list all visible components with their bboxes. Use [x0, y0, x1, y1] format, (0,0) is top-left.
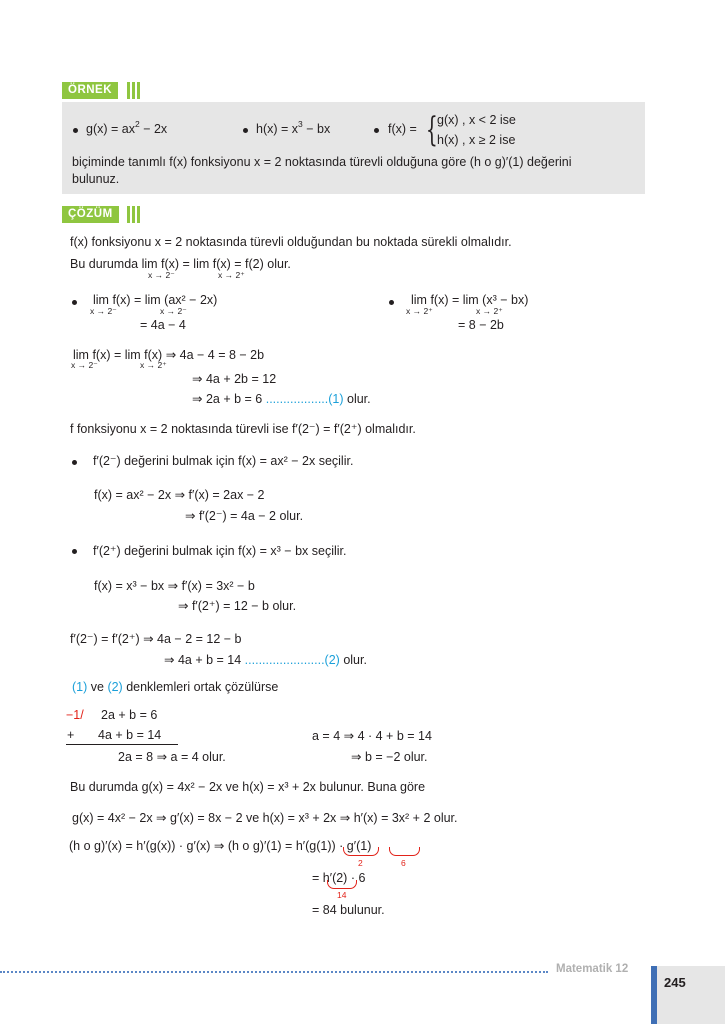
question-line-2: bulunuz. — [72, 172, 120, 186]
final-line-3: = h′(2) · 6 — [312, 871, 366, 885]
system-row-2: 4a + b = 14 — [98, 728, 162, 742]
right-limit-line-1: lim f(x) = lim (x³ − bx) — [411, 293, 529, 307]
limit-subscript: x → 2⁻ — [71, 360, 98, 370]
piecewise-case-2: h(x) , x ≥ 2 ise — [437, 133, 516, 147]
annotation-note: 14 — [337, 890, 347, 900]
condition-line: f fonksiyonu x = 2 noktasında türevli ise f′(2⁻) = f′(2⁺) olmalıdır. — [70, 422, 416, 436]
equation-b-line-1: f′(2⁻) = f′(2⁺) ⇒ 4a − 2 = 12 − b — [70, 632, 242, 646]
footer-subject: Matematik 12 — [556, 963, 629, 975]
annotation-underline — [327, 880, 357, 889]
sum-line — [66, 744, 178, 745]
solution-line-2: Bu durumda lim f(x) = lim f(x) = f(2) olur. — [70, 257, 291, 271]
limit-subscript: x → 2⁻ — [90, 306, 117, 316]
g-definition: $g(x) = ax^2 - 2x$ — [86, 119, 168, 136]
left-derivative-line-2: ⇒ f′(2⁻) = 4a − 2 olur. — [185, 509, 304, 523]
right-derivative-line-2: ⇒ f′(2⁺) = 12 − b olur. — [178, 599, 297, 613]
left-derivative-intro: f′(2⁻) değerini bulmak için f(x) = ax² − 2x seçilir. — [93, 454, 354, 468]
left-limit-line-1: lim f(x) = lim (ax² − 2x) — [93, 293, 218, 307]
final-line-1: g(x) = 4x² − 2x ⇒ g′(x) = 8x − 2 ve h(x) = x³ + 2x ⇒ h′(x) = 3x² + 2 olur. — [72, 811, 458, 825]
final-intro: Bu durumda g(x) = 4x² − 2x ve h(x) = x³ + 2x bulunur. Buna göre — [70, 780, 426, 794]
annotation-note: 6 — [401, 858, 406, 868]
bullet — [72, 300, 77, 305]
example-box — [62, 102, 645, 194]
annotation-note: 2 — [358, 858, 363, 868]
piecewise-brace: { — [425, 110, 438, 150]
right-limit-line-2: = 8 − 2b — [458, 318, 504, 332]
right-derivative-line-1: f(x) = x³ − bx ⇒ f′(x) = 3x² − b — [94, 579, 255, 593]
question-line-1: biçiminde tanımlı f(x) fonksiyonu x = 2 noktasında türevli olduğuna göre (h o g)′(1) değerini — [72, 155, 572, 169]
solution-line-1: f(x) fonksiyonu x = 2 noktasında türevli olduğundan bu noktada sürekli olmalıdır. — [70, 235, 512, 249]
equation-label-2: .......................(2) — [241, 653, 340, 667]
system-multiplier: −1/ — [66, 708, 84, 722]
left-limit-line-2: = 4a − 4 — [140, 318, 186, 332]
system-intro: (1) ve (2) denklemleri ortak çözülürse — [72, 680, 279, 694]
bullet — [243, 128, 248, 133]
limit-subscript: x → 2⁺ — [218, 270, 245, 280]
limit-subscript: x → 2⁺ — [406, 306, 433, 316]
system-result: 2a = 8 ⇒ a = 4 olur. — [118, 750, 226, 764]
limit-subscript: x → 2⁻ — [148, 270, 175, 280]
bullet — [374, 128, 379, 133]
right-derivative-intro: f′(2⁺) değerini bulmak için f(x) = x³ − bx seçilir. — [93, 544, 347, 558]
equation-a-line-2: ⇒ 4a + 2b = 12 — [192, 372, 277, 386]
solve-b-line-2: ⇒ b = −2 olur. — [351, 750, 428, 764]
system-row-1: 2a + b = 6 — [101, 708, 158, 722]
system-plus-sign: + — [67, 728, 75, 742]
bullet — [73, 128, 78, 133]
equation-b-line-2: ⇒ 4a + b = 14 .......................(2) olur. — [164, 653, 367, 667]
page-number: 245 — [664, 975, 686, 990]
solution-tag-stripes — [125, 206, 141, 223]
example-tag: ÖRNEK — [62, 82, 118, 99]
final-line-4: = 84 bulunur. — [312, 903, 385, 917]
f-definition: f(x) = — [388, 122, 417, 136]
equation-a-line-1: lim f(x) = lim f(x) ⇒ 4a − 4 = 8 − 2b — [73, 348, 265, 362]
h-definition: $h(x) = x^3$ − bx — [256, 119, 331, 136]
final-line-2: (h o g)′(x) = h′(g(x)) · g′(x) ⇒ (h o g)′(1) = h′(g(1)) · g′(1) — [69, 839, 372, 853]
bullet — [389, 300, 394, 305]
left-derivative-line-1: f(x) = ax² − 2x ⇒ f′(x) = 2ax − 2 — [94, 488, 265, 502]
annotation-underline — [343, 847, 379, 856]
limit-subscript: x → 2⁺ — [476, 306, 503, 316]
bullet — [72, 549, 77, 554]
limit-subscript: x → 2⁺ — [140, 360, 167, 370]
equation-a-line-3: ⇒ 2a + b = 6 ..................(1) olur. — [192, 392, 371, 406]
solve-b-line-1: a = 4 ⇒ 4 · 4 + b = 14 — [312, 729, 432, 743]
bullet — [72, 460, 77, 465]
equation-label-1: ..................(1) — [262, 392, 344, 406]
example-tag-stripes — [125, 82, 141, 99]
piecewise-case-1: g(x) , x < 2 ise — [437, 113, 516, 127]
footer-dotted-line — [0, 971, 548, 973]
solution-tag: ÇÖZÜM — [62, 206, 119, 223]
limit-subscript: x → 2⁻ — [160, 306, 187, 316]
annotation-underline — [389, 847, 420, 856]
